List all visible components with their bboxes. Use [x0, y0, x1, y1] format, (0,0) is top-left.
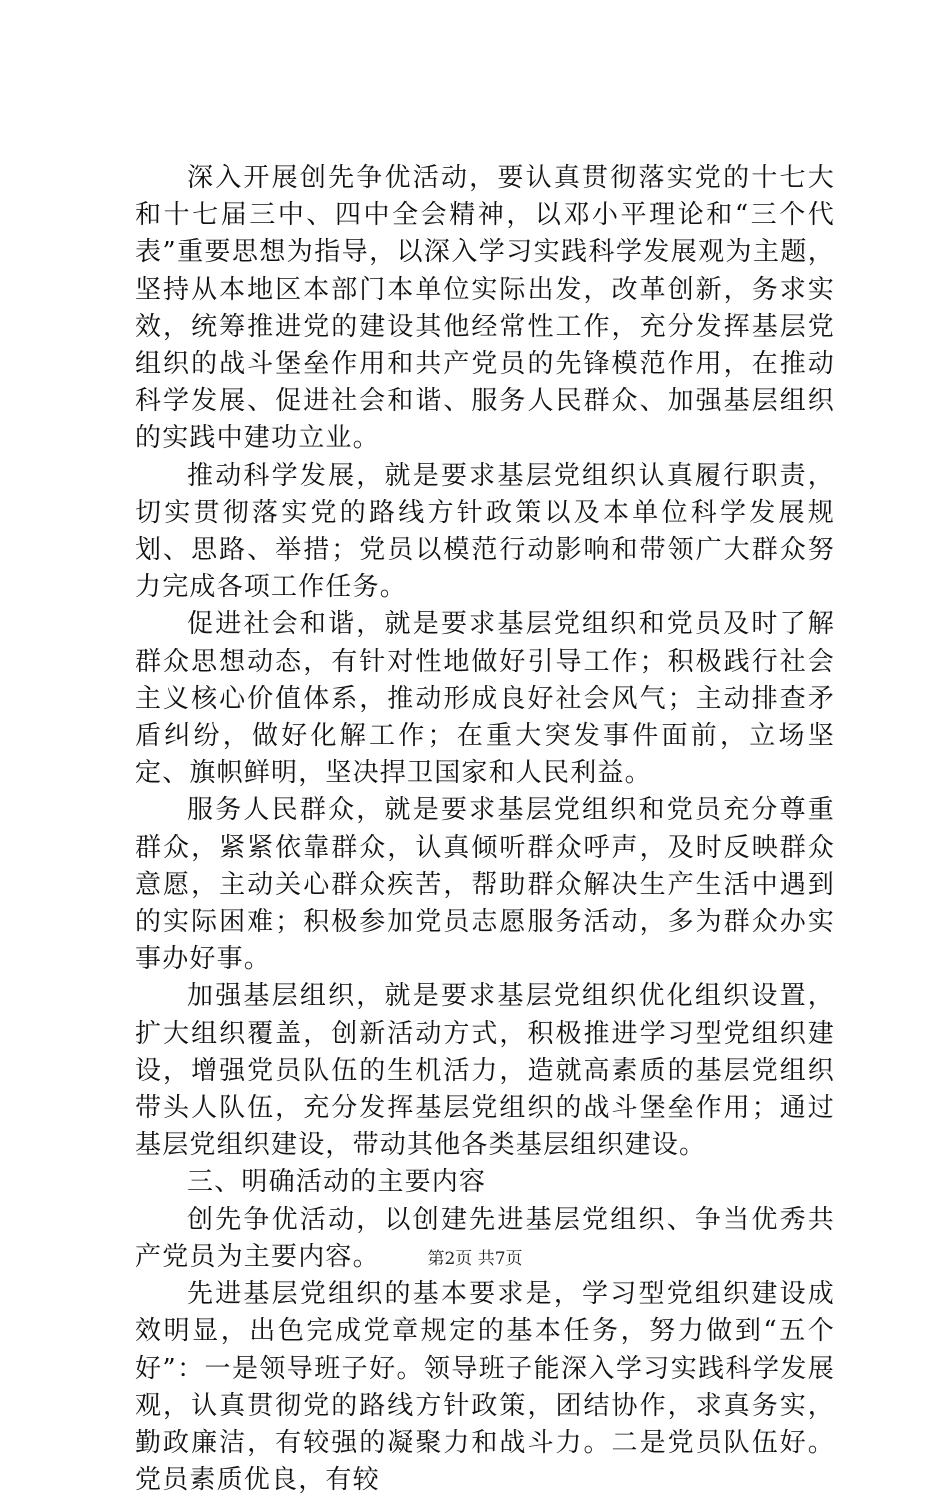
document-body: [135, 160, 835, 1499]
paragraph-strengthen-organization: 加强基层组织，就是要求基层党组织优化组织设置，扩大组织覆盖，创新活动方式，积极推进学习型党组织建设，增强党员队伍的生机活力，造就高素质的基层党组织带头人队伍，充分发挥基层党组织的战斗堡垒作用；通过基层党组织建设，带动其他各类基层组织建设。: [135, 981, 835, 1161]
page-number-footer: 第2页 共7页: [427, 1249, 523, 1269]
paragraph-promote-development: 推动科学发展，就是要求基层党组织认真履行职责，切实贯彻落实党的路线方针政策以及本单位科学发展规划、思路、举措；党员以模范行动影响和带领广大群众努力完成各项工作任务。: [135, 460, 835, 603]
paragraph-intro: 深入开展创先争优活动，要认真贯彻落实党的十七大和十七届三中、四中全会精神，以邓小平理论和“三个代表”重要思想为指导，以深入学习实践科学发展观为主题，坚持从本地区本部门本单位实际出发，改革创新，务求实效，统筹推进党的建设其他经常性工作，充分发挥基层党组织的战斗堡垒作用和共产党员的先锋模范作用，在推动科学发展、促进社会和谐、服务人民群众、加强基层组织的实践中建功立业。: [135, 163, 835, 454]
paragraph-main-content: 创先争优活动，以创建先进基层党组织、争当优秀共产党员为主要内容。: [135, 1204, 835, 1272]
paragraph-social-harmony: 促进社会和谐，就是要求基层党组织和党员及时了解群众思想动态，有针对性地做好引导工作；积极践行社会主义核心价值体系，推动形成良好社会风气；主动排查矛盾纠纷，做好化解工作；在重大突发事件面前，立场坚定、旗帜鲜明，坚决捍卫国家和人民利益。: [135, 609, 835, 789]
section-heading: 三、明确活动的主要内容: [187, 1167, 487, 1198]
paragraph-serve-people: 服务人民群众，就是要求基层党组织和党员充分尊重群众，紧紧依靠群众，认真倾听群众呼声，及时反映群众意愿，主动关心群众疾苦，帮助群众解决生产生活中遇到的实际困难；积极参加党员志愿服务活动，多为群众办实事办好事。: [135, 795, 835, 975]
paragraph-basic-requirements: 先进基层党组织的基本要求是，学习型党组织建设成效明显，出色完成党章规定的基本任务，努力做到“五个好”：一是领导班子好。领导班子能深入学习实践科学发展观，认真贯彻党的路线方针政策，团结协作，求真务实，勤政廉洁，有较强的凝聚力和战斗力。二是党员队伍好。党员素质优良，有较: [135, 1279, 835, 1496]
